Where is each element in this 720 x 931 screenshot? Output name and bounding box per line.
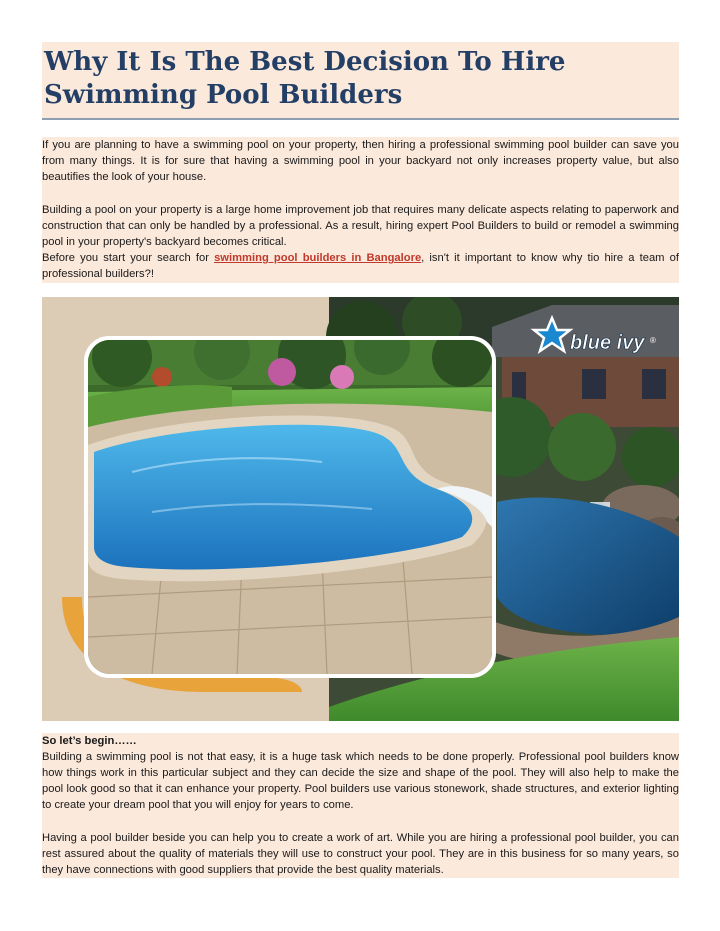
intro-paragraph-3 [42, 250, 679, 282]
intro-paragraph-2: Building a pool on your property is a large home improvement job that requires many delicate aspects relating to paperwork and construction that can only be handled by a professional. As a result, hiring expert Pool Builders to build or remodel a swimming pool in your property's backyard becomes critical. [42, 203, 679, 249]
intro-p3-before: Before you start your search for [42, 252, 215, 265]
section-2-paragraph-2: Having a pool builder beside you can help you to create a work of art. While you are hiring a professional pool builder, you can rest assured about the quality of materials they will use to construct your pool. They are in this business for so many years, so they have connections with good suppliers that provide the best quality materials. [42, 831, 679, 877]
page-title: Why It Is The Best Decision To Hire Swimming Pool Builders [44, 47, 566, 110]
intro-paragraph-1: If you are planning to have a swimming pool on your property, then hiring a professional swimming pool builder can save you from many things. It is for sure that having a swimming pool in your backyard not only increases property value, but also beautifies the look of your house. [42, 139, 679, 184]
intro-section [42, 137, 679, 283]
intro-p3-after: , isn't it important to know why tio hire a team of professional builders?! [42, 252, 679, 281]
section-2-paragraph-1: Building a swimming pool is not that easy, it is a huge task which needs to be done properly. Professional pool builders know how things work in this particular subject and they can decide the size and shape of the pool. They will also help to make the pool look good so that it can enhance your property. Pool builders use various stonework, shade structures, and exterior lighting to create your dream pool that you will enjoy for years to come. [42, 750, 679, 812]
logo-text: blue ivy [570, 331, 645, 354]
section-2 [42, 733, 679, 879]
main-pool-photo [84, 319, 496, 678]
title-block [42, 42, 679, 120]
pool-image-collage [42, 297, 679, 721]
document-page [42, 42, 679, 878]
logo-trademark: ® [650, 335, 656, 345]
section-2-heading: So let’s begin…… [42, 734, 137, 747]
pool-illustration [42, 297, 679, 721]
pool-builders-link[interactable]: swimming pool builders in Bangalore [214, 252, 422, 265]
